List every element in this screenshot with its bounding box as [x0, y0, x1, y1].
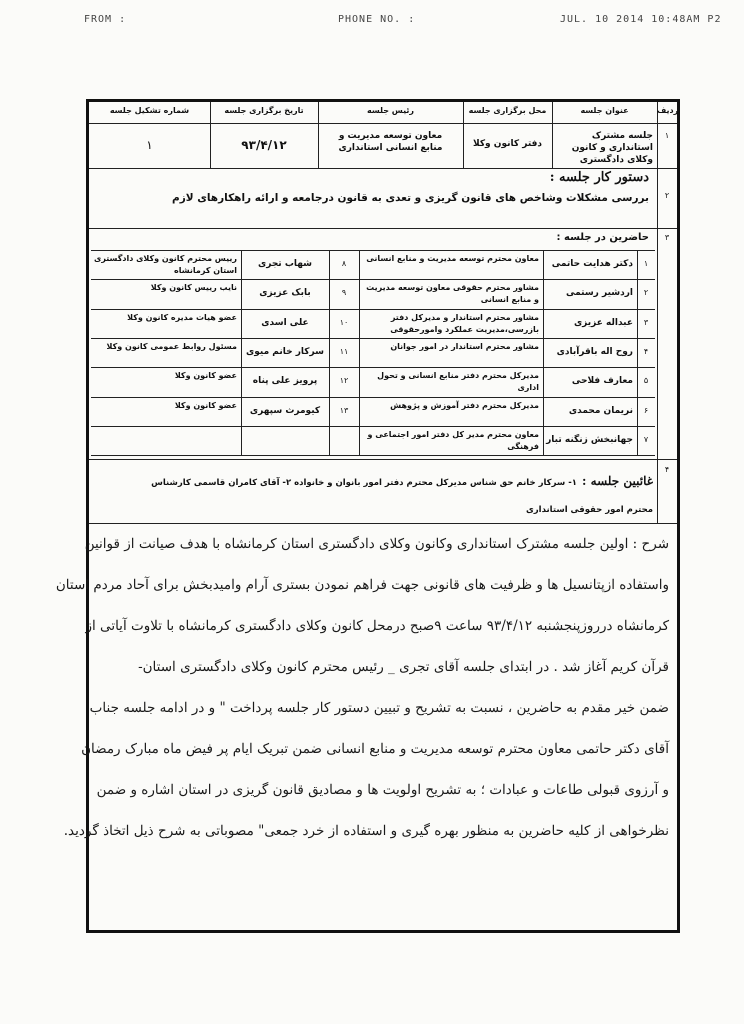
description-line: ضمن خیر مقدم به حاضرین ، نسبت به تشریح و تبیین دستور کار جلسه پرداخت " و در ادامه جلسه جناب	[89, 700, 669, 716]
attendee-role: عضو هیات مدیره کانون وکلا	[127, 312, 237, 322]
meeting-number: ۱	[146, 138, 153, 152]
attendee-number: ۹	[341, 288, 347, 298]
description-line: کرمانشاه درروزپنجشنبه ۹۳/۴/۱۲ ساعت ۹صبح درمحل کانون وکلای دادگستری کرمانشاه با تلاوت آیاتی از	[85, 618, 669, 634]
attendee-role: مشاور محترم حقوقی معاون توسعه مدیریت و منابع انسانی	[366, 283, 539, 305]
attendee-role: رییس محترم کانون وکلای دادگستری استان کرمانشاه	[93, 254, 237, 275]
attendee-name: سرکار خانم میوی	[246, 346, 324, 357]
attendee-role: معاون محترم مدیر کل دفتر امور اجتماعی و فرهنگی	[367, 429, 539, 451]
attendee-number: ۶	[643, 405, 649, 415]
description-line: واستفاده ازپتانسیل ها و ظرفیت های قانونی جهت فراهم نمودن بستری آرام وامیدبخش برای آحاد مردم استان	[55, 577, 669, 593]
absentees-line1	[93, 470, 653, 489]
fax-date: JUL. 10 2014 10:48AM P2	[560, 14, 722, 25]
agenda-heading: دستور کار جلسه :	[549, 170, 649, 185]
attendee-name: اردشیر رستمی	[566, 288, 633, 299]
attendee-name: علی اسدی	[261, 317, 309, 328]
agenda-text: بررسی مشکلات وشاخص های قانون گریزی و تعدی به قانون درجامعه و ارائه راهکارهای لازم	[172, 192, 649, 204]
attendee-number: ۱۰	[339, 317, 349, 327]
col-location-header: محل برگزاری جلسه	[468, 106, 547, 115]
attendee-name: بابک عزیزی	[259, 288, 311, 299]
col-date-header: تاریخ برگزاری جلسه	[224, 106, 304, 115]
attendee-number: ۱	[643, 259, 649, 268]
fax-from: FROM :	[84, 14, 127, 25]
minutes-sheet	[55, 99, 680, 933]
absentees-text-2: محترم امور حقوقی استانداری	[525, 505, 653, 515]
description-line: نظرخواهی از کلیه حاضرین به منظور بهره گیری و استفاده از خرد جمعی" مصوباتی به شرح ذیل اتخاذ گردید.	[63, 823, 669, 839]
attendee-name: نریمان محمدی	[568, 405, 633, 416]
absentees-heading: غائبین جلسه :	[582, 474, 653, 488]
attendee-role: عضو کانون وکلا	[174, 400, 237, 410]
meeting-chair: معاون توسعه مدیریت و منابع انسانی استانداری	[338, 131, 443, 153]
attendee-number: ۲	[643, 288, 649, 298]
attendee-number: ۱۲	[339, 376, 349, 386]
attendees-row-number: ۳	[664, 233, 670, 242]
meeting-title: جلسه مشترک استانداری و کانون وکلای دادگستری	[571, 131, 653, 165]
attendee-name: کیومرث سپهری	[249, 405, 321, 416]
description-line: آقای دکتر حاتمی معاون محترم توسعه مدیریت و منابع انسانی ضمن تبریک ایام پر فیض ماه مبارک رمضان	[81, 741, 669, 757]
attendee-number: ۵	[643, 376, 649, 386]
absentees-text-1: ۱- سرکار خانم حق شناس مدیرکل محترم دفتر امور بانوان و خانواده ۲- آقای کامران قاسمی کارشناس	[151, 478, 577, 488]
attendee-role: معاون محترم توسعه مدیریت و منابع انسانی	[366, 254, 539, 263]
attendees-table	[91, 250, 655, 456]
fax-phone: PHONE NO. :	[338, 14, 416, 25]
meeting-date: ۹۳/۴/۱۲	[241, 138, 287, 152]
attendee-number: ۸	[341, 259, 347, 268]
attendee-role: نایب رییس کانون وکلا	[150, 283, 237, 293]
description-line: قرآن کریم آغاز شد . در ابتدای جلسه آقای تجری _ رئیس محترم کانون وکلای دادگستری استان-	[138, 659, 669, 675]
attendee-name: معارف فلاحی	[571, 376, 633, 387]
col-number-header: شماره تشکیل جلسه	[109, 106, 190, 115]
agenda-row-number: ۲	[664, 191, 670, 200]
fax-header	[0, 14, 744, 34]
attendee-role: مشاور محترم استاندار و مدیرکل دفتر بازرسی،مدیریت عملکرد وامورحقوقی	[390, 312, 539, 334]
attendee-role: مدیرکل محترم دفتر آموزش و پژوهش	[390, 400, 539, 410]
col-title-header: عنوان جلسه	[580, 106, 629, 115]
attendee-number: ۷	[643, 434, 649, 444]
col-radif-header: ردیف	[657, 106, 679, 115]
description-line: شرح : اولین جلسه مشترک استانداری وکانون وکلای دادگستری استان کرمانشاه با هدف صیانت از قوانین	[84, 536, 669, 552]
attendees-heading: حاضرین در جلسه :	[556, 232, 649, 243]
meeting-location: دفتر کانون وکلا	[472, 139, 543, 149]
attendee-number: ۴	[643, 346, 649, 356]
attendee-number: ۱۱	[339, 346, 349, 356]
attendee-number: ۱۳	[339, 405, 349, 415]
attendee-number: ۳	[643, 317, 649, 327]
description-line: و آرزوی قبولی طاعات و عبادات ؛ به تشریح اولویت ها و مصادیق قانون گریزی در استان اشاره و ضمن	[96, 782, 669, 798]
attendee-role: مشاور محترم استاندار در امور جوانان	[390, 341, 539, 351]
attendee-role: مسئول روابط عمومی کانون وکلا	[106, 341, 237, 351]
attendee-name: پرویز علی پناه	[252, 376, 318, 387]
attendee-role: عضو کانون وکلا	[174, 371, 237, 381]
row-number: ۱	[664, 131, 670, 140]
attendee-name: جهانبخش زنگنه تبار	[546, 434, 633, 445]
absentees-row-number: ۴	[664, 465, 670, 474]
attendee-name: روح اله باقرآبادی	[556, 346, 633, 357]
attendee-name: عبداله عزیزی	[573, 317, 633, 328]
attendee-name: شهاب تجری	[257, 259, 313, 269]
attendee-role: مدیرکل محترم دفتر منابع انسانی و تحول اداری	[377, 371, 539, 393]
col-chair-header: رئیس جلسه	[367, 106, 414, 115]
attendee-name: دکتر هدایت حاتمی	[551, 259, 633, 269]
